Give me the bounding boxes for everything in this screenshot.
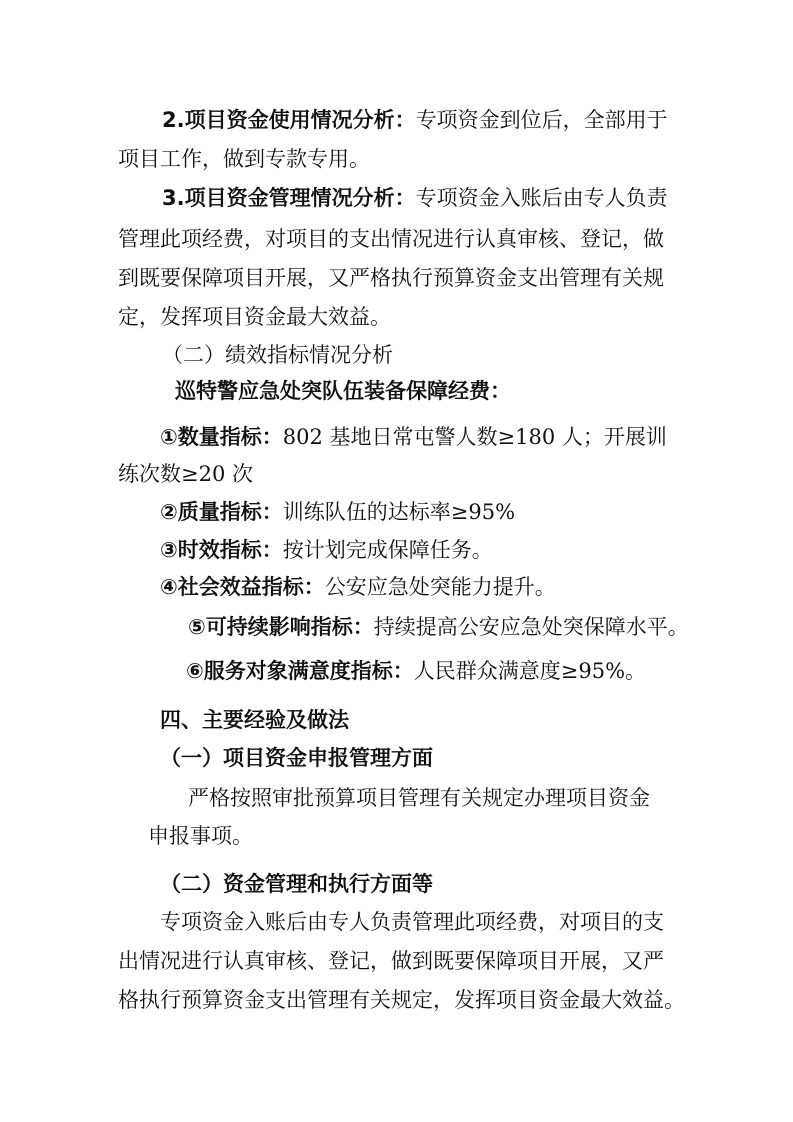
sub-heading-fund-execution: （二）资金管理和执行方面等 — [160, 872, 433, 896]
indicator-social-benefit-text: 公安应急处突能力提升。 — [324, 575, 556, 599]
indicator-quantity-label: ①数量指标： — [160, 425, 283, 449]
indicator-sustainability — [188, 617, 689, 638]
paragraph-fund-management-line-1 — [162, 188, 668, 209]
indicator-satisfaction-text: 人民群众满意度≥95%。 — [413, 659, 647, 683]
indicator-quantity-text: 802 基地日常屯警人数≥180 人；开展训 — [282, 425, 667, 449]
sub-heading-equipment-fund: 巡特警应急处突队伍装备保障经费： — [175, 379, 511, 403]
indicator-sustainability-text: 持续提高公安应急处突保障水平。 — [373, 615, 689, 639]
indicator-quantity-line-2: 练次数≥20 次 — [118, 462, 253, 486]
indicator-timeliness — [160, 540, 493, 561]
fund-execution-line-1: 专项资金入账后由专人负责管理此项经费，对项目的支 — [160, 910, 664, 934]
fund-execution-line-2: 出情况进行认真审核、登记，做到既要保障项目开展，又严 — [118, 949, 664, 973]
indicator-social-benefit-label: ④社会效益指标： — [160, 575, 325, 599]
paragraph-fund-management-line-4: 定，发挥项目资金最大效益。 — [118, 305, 391, 329]
indicator-sustainability-label: ⑤可持续影响指标： — [188, 615, 374, 639]
section-heading-indicator-analysis: （二）绩效指标情况分析 — [162, 343, 393, 367]
paragraph-fund-management-line-3: 到既要保障项目开展，又严格执行预算资金支出管理有关规 — [118, 266, 664, 290]
indicator-quality-text: 训练队伍的达标率≥95% — [282, 500, 516, 524]
fund-management-title: 3.项目资金管理情况分析： — [162, 186, 416, 210]
indicator-quality — [160, 502, 515, 523]
paragraph-fund-management-line-2: 管理此项经费，对项目的支出情况进行认真审核、登记，做 — [118, 227, 664, 251]
indicator-quantity-line-1 — [160, 427, 667, 448]
fund-application-line-1: 严格按照审批预算项目管理有关规定办理项目资金 — [188, 786, 650, 810]
fund-execution-line-3: 格执行预算资金支出管理有关规定，发挥项目资金最大效益。 — [118, 988, 685, 1012]
paragraph-fund-usage-line-1 — [162, 110, 668, 131]
fund-management-text: 专项资金入账后由专人负责 — [415, 186, 668, 210]
indicator-satisfaction-label: ⑥服务对象满意度指标： — [186, 659, 414, 683]
indicator-timeliness-label: ③时效指标： — [160, 538, 283, 562]
indicator-social-benefit — [160, 577, 556, 598]
indicator-satisfaction — [186, 661, 646, 682]
fund-usage-title: 2.项目资金使用情况分析： — [162, 108, 416, 132]
fund-usage-text: 专项资金到位后，全部用于 — [415, 108, 668, 132]
indicator-quality-label: ②质量指标： — [160, 500, 283, 524]
paragraph-fund-usage-line-2: 项目工作，做到专款专用。 — [118, 147, 370, 171]
indicator-timeliness-text: 按计划完成保障任务。 — [282, 538, 493, 562]
section-heading-experience: 四、主要经验及做法 — [160, 708, 349, 732]
sub-heading-fund-application: （一）项目资金申报管理方面 — [160, 746, 433, 770]
fund-application-line-2: 申报事项。 — [148, 824, 253, 848]
